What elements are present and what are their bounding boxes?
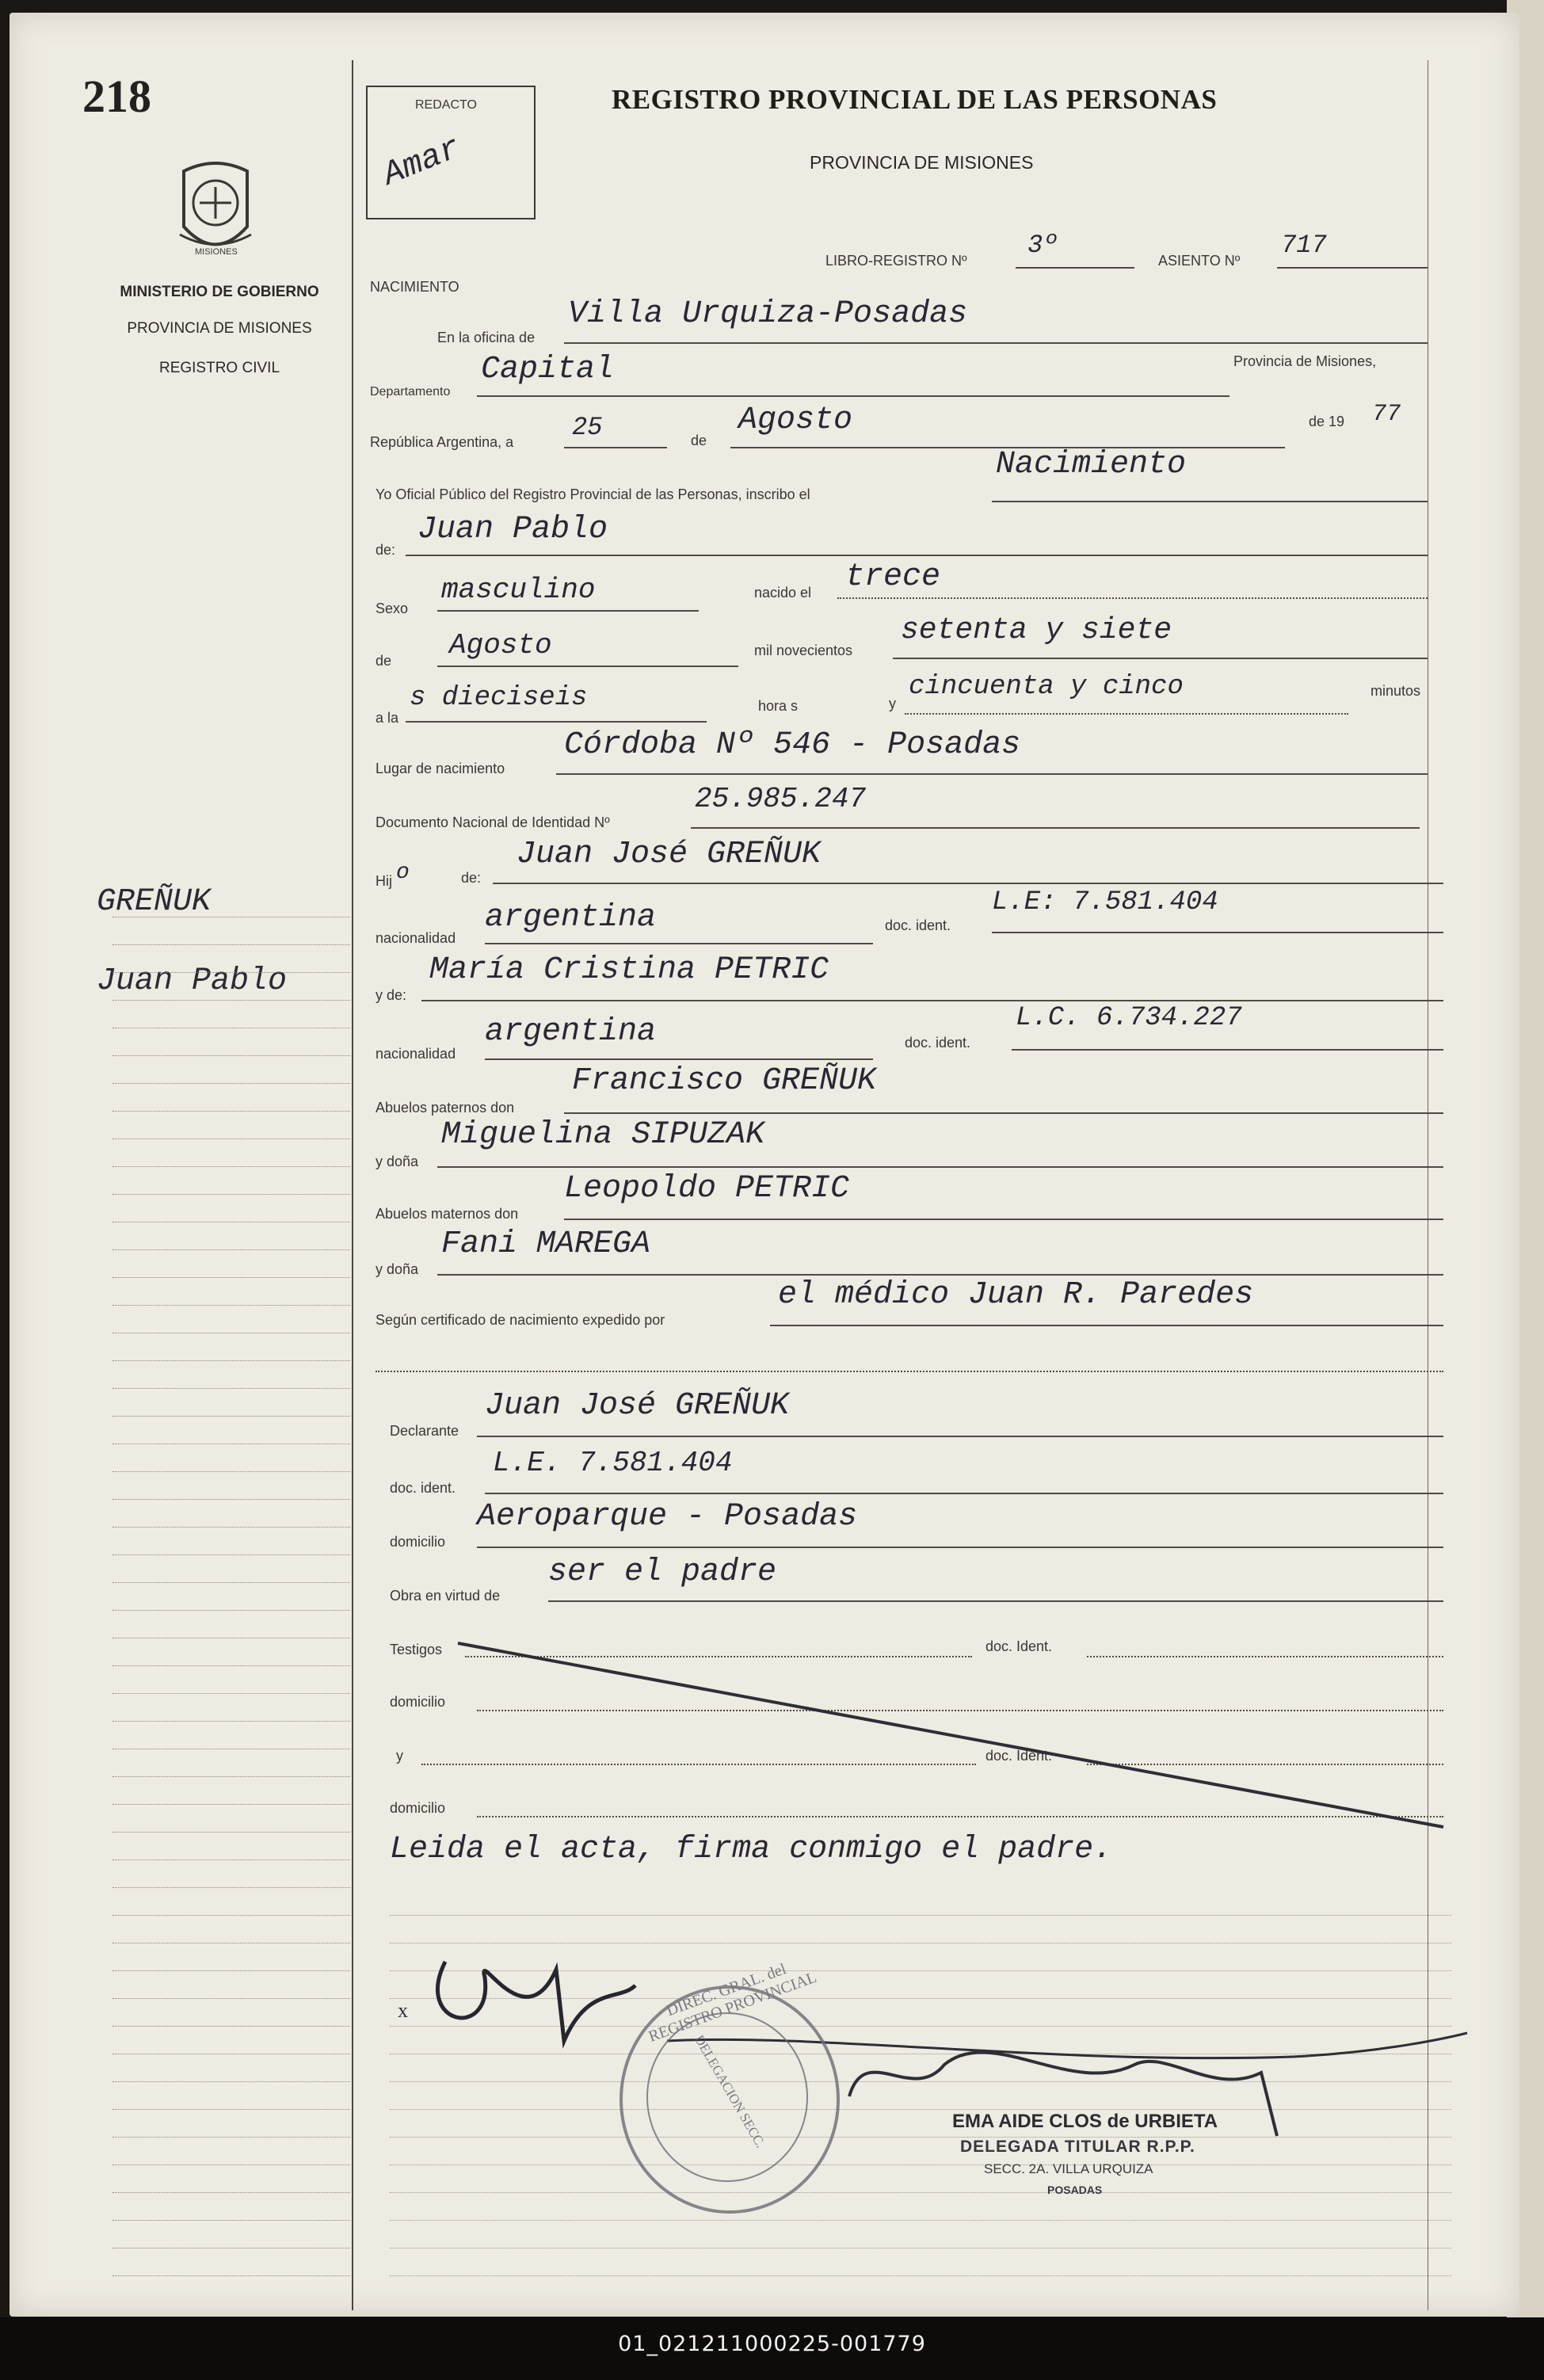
lugar-label: Lugar de nacimiento <box>376 761 505 776</box>
tdom2-label: domicilio <box>390 1800 446 1816</box>
blank-rule-line <box>390 2219 1451 2221</box>
cancel-stroke <box>453 1629 1451 1835</box>
redacto-signature: Amar <box>377 128 467 195</box>
doc2-label: doc. ident. <box>905 1035 971 1051</box>
scan-footer <box>0 2317 1544 2380</box>
margin-rule-line <box>112 1443 350 1444</box>
margin-rule-line <box>112 1775 350 1777</box>
minutos-label: minutos <box>1371 683 1421 699</box>
dni-label: Documento Nacional de Identidad Nº <box>376 814 610 830</box>
margin-rule-line <box>112 1720 350 1722</box>
mil-label: mil novecientos <box>754 643 853 658</box>
margin-rule-line <box>112 916 350 917</box>
margin-rule-line <box>112 2025 350 2027</box>
official-section: SECC. 2A. VILLA URQUIZA <box>984 2161 1153 2176</box>
nac-mes-value: Agosto <box>449 629 552 662</box>
margin-rule-line <box>112 2108 350 2110</box>
page-number: 218 <box>82 71 151 122</box>
inscribo-value: Nacimiento <box>996 447 1187 482</box>
margin-rule-line <box>112 2219 350 2221</box>
margin-rule-line <box>112 1193 350 1195</box>
seal-text: MISIONES <box>195 247 238 257</box>
register-page <box>10 13 1519 2317</box>
blank-rule-line <box>390 2191 1451 2193</box>
margin-rule-line <box>112 999 350 1001</box>
de-year-label: de 19 <box>1309 414 1345 429</box>
margin-rule-line <box>112 1859 350 1860</box>
father-signature-scribble <box>398 1930 667 2057</box>
hora-value: s dieciseis <box>410 683 588 713</box>
oficina-value: Villa Urquiza-Posadas <box>568 296 968 332</box>
de-nombre-label: de: <box>376 542 396 558</box>
margin-rule-line <box>112 2053 350 2054</box>
cert-label: Según certificado de nacimiento expedido por <box>376 1312 665 1328</box>
padre-value: Juan José GREÑUK <box>517 837 822 872</box>
margin-rule-line <box>112 1110 350 1112</box>
blank-rule-line <box>390 1914 1451 1916</box>
abpat-value: Francisco GREÑUK <box>572 1063 877 1099</box>
lugar-value: Córdoba Nº 546 - Posadas <box>564 727 1021 763</box>
abpat2-value: Miguelina SIPUZAK <box>441 1117 765 1153</box>
margin-rule-line <box>112 1027 350 1028</box>
margin-rule-line <box>112 1249 350 1250</box>
abmat-value: Leopoldo PETRIC <box>564 1171 850 1207</box>
nac2-value: argentina <box>485 1014 657 1050</box>
cert-value: el médico Juan R. Paredes <box>778 1277 1254 1313</box>
hijo-suffix: o <box>396 860 410 885</box>
closing-value: Leida el acta, firma conmigo el padre. <box>390 1832 1113 1867</box>
y-label: y <box>889 696 896 711</box>
dni-value: 25.985.247 <box>695 783 867 815</box>
margin-rule-line <box>112 1387 350 1389</box>
margin-rule-line <box>112 1360 350 1361</box>
libro-label: LIBRO-REGISTRO Nº <box>825 253 967 269</box>
tdom1-label: domicilio <box>390 1694 446 1710</box>
doc1-value: L.E: 7.581.404 <box>992 887 1218 917</box>
margin-rule-line <box>112 1304 350 1306</box>
margin-rule-line <box>112 1581 350 1583</box>
margin-rule-line <box>112 1637 350 1638</box>
redacto-label: REDACTO <box>415 98 477 112</box>
margin-rule-line <box>112 1914 350 1916</box>
margin-rule-line <box>112 1276 350 1278</box>
stamp-inner-text: DELEGACION SECC. <box>692 2032 768 2151</box>
margin-rule-line <box>112 1609 350 1611</box>
abmat-label: Abuelos maternos don <box>376 1206 519 1222</box>
ala-label: a la <box>376 710 399 726</box>
margin-rule-line <box>112 1082 350 1084</box>
oficial-label: Yo Oficial Público del Registro Provincial de las Personas, inscribo el <box>376 486 810 502</box>
svg-text:x: x <box>398 1999 408 2022</box>
margin-given-names: Juan Pablo <box>97 963 288 999</box>
departamento-label: Departamento <box>370 385 451 399</box>
margin-rule-line <box>112 1055 350 1056</box>
margin-rule-line <box>112 971 350 973</box>
margin-rule-line <box>112 2247 350 2248</box>
mes-value: Agosto <box>738 402 853 438</box>
sexo-label: Sexo <box>376 601 409 616</box>
margin-rule-line <box>112 1997 350 1999</box>
tdoc2-label: doc. Ident. <box>985 1748 1053 1764</box>
testigos-label: Testigos <box>390 1642 443 1657</box>
ministry-registry: REGISTRO CIVIL <box>158 360 280 376</box>
margin-rule-line <box>112 944 350 945</box>
asiento-value: 717 <box>1281 231 1327 260</box>
margin-rule <box>352 60 353 2310</box>
margin-rule-line <box>112 1221 350 1222</box>
official-name: EMA AIDE CLOS de URBIETA <box>952 2111 1218 2132</box>
registry-title: REGISTRO PROVINCIAL DE LAS PERSONAS <box>612 84 1218 115</box>
ministry-title: MINISTERIO DE GOBIERNO <box>120 284 319 300</box>
republica-label: República Argentina, a <box>370 434 514 450</box>
coat-of-arms-seal <box>168 155 263 266</box>
margin-rule-line <box>112 1970 350 1971</box>
margin-rule-line <box>112 1498 350 1500</box>
margin-rule-line <box>112 1748 350 1749</box>
blank-rule-line <box>390 2275 1451 2276</box>
horas-label: hora s <box>758 698 799 714</box>
oficina-label: En la oficina de <box>437 330 536 345</box>
min-value: cincuenta y cinco <box>909 672 1184 702</box>
nac1-value: argentina <box>485 900 657 936</box>
margin-rule-line <box>112 1554 350 1555</box>
departamento-value: Capital <box>481 352 615 387</box>
blank-rule-line <box>390 2247 1451 2248</box>
margin-rule-line <box>112 2164 350 2165</box>
dom-label: domicilio <box>390 1534 446 1550</box>
yd2-label: y doña <box>376 1261 419 1277</box>
asiento-label: ASIENTO Nº <box>1158 253 1241 269</box>
nombre-value: Juan Pablo <box>417 512 608 547</box>
margin-rule-line <box>112 2136 350 2138</box>
margin-rule-line <box>112 1803 350 1805</box>
decldoc-label: doc. ident. <box>390 1480 456 1496</box>
margin-rule-line <box>112 1665 350 1666</box>
official-city: POSADAS <box>1047 2184 1103 2196</box>
margin-rule-line <box>112 1831 350 1833</box>
hijo-label: Hij <box>376 873 392 889</box>
section-label: NACIMIENTO <box>370 279 459 295</box>
nacido-label: nacido el <box>754 585 812 601</box>
abmat2-value: Fani MAREGA <box>441 1226 651 1262</box>
scan-filename: 01_021211000225-001779 <box>618 2332 926 2356</box>
margin-rule-line <box>112 1942 350 1943</box>
redacto-box <box>366 86 536 219</box>
margin-rule-line <box>112 1138 350 1139</box>
margin-surname: GREÑUK <box>97 884 212 920</box>
abpat-label: Abuelos paternos don <box>376 1100 515 1116</box>
decldoc-value: L.E. 7.581.404 <box>493 1447 733 1479</box>
de-label: de <box>691 433 707 448</box>
margin-rule-line <box>112 1886 350 1888</box>
de-mes-label: de <box>376 653 392 669</box>
ty-label: y <box>396 1748 403 1764</box>
margin-rule-line <box>112 1470 350 1472</box>
libro-value: 3º <box>1027 231 1058 260</box>
yde-label: y de: <box>376 987 407 1003</box>
madre-value: María Cristina PETRIC <box>429 952 829 988</box>
margin-rule-line <box>112 1415 350 1417</box>
margin-rule-line <box>112 1332 350 1333</box>
nacido-value: trece <box>845 559 941 595</box>
stamp-ring-text: DIREC. GRAL. del REGISTRO PROVINCIAL <box>646 1960 819 2046</box>
dom-value: Aeroparque - Posadas <box>477 1499 858 1535</box>
nac1-label: nacionalidad <box>376 930 456 946</box>
doc2-value: L.C. 6.734.227 <box>1016 1003 1242 1033</box>
margin-rule-line <box>112 1165 350 1167</box>
margin-rule-line <box>112 2191 350 2193</box>
dia-value: 25 <box>572 413 603 442</box>
nac2-label: nacionalidad <box>376 1046 456 1062</box>
doc1-label: doc. ident. <box>885 917 951 933</box>
yd1-label: y doña <box>376 1154 419 1169</box>
decl-value: Juan José GREÑUK <box>485 1388 790 1424</box>
tdoc1-label: doc. Ident. <box>985 1638 1053 1654</box>
registry-subtitle: PROVINCIA DE MISIONES <box>810 152 1034 173</box>
decl-label: Declarante <box>390 1423 459 1439</box>
official-role: DELEGADA TITULAR R.P.P. <box>960 2138 1195 2156</box>
margin-rule-line <box>112 1526 350 1528</box>
year-value: 77 <box>1372 401 1401 428</box>
margin-rule-line <box>112 1692 350 1694</box>
mil-value: setenta y siete <box>901 613 1172 647</box>
provincia-suffix: Provincia de Misiones, <box>1233 353 1377 369</box>
margin-rule-line <box>112 2275 350 2276</box>
ministry-province: PROVINCIA DE MISIONES <box>127 320 312 337</box>
sexo-value: masculino <box>441 574 596 606</box>
registry-seal-stamp <box>620 1960 840 2214</box>
obra-value: ser el padre <box>548 1554 777 1590</box>
obra-label: Obra en virtud de <box>390 1588 501 1604</box>
margin-rule-line <box>112 2081 350 2082</box>
de-padre-label: de: <box>461 870 482 886</box>
cert-continuation-field <box>376 1341 1443 1372</box>
